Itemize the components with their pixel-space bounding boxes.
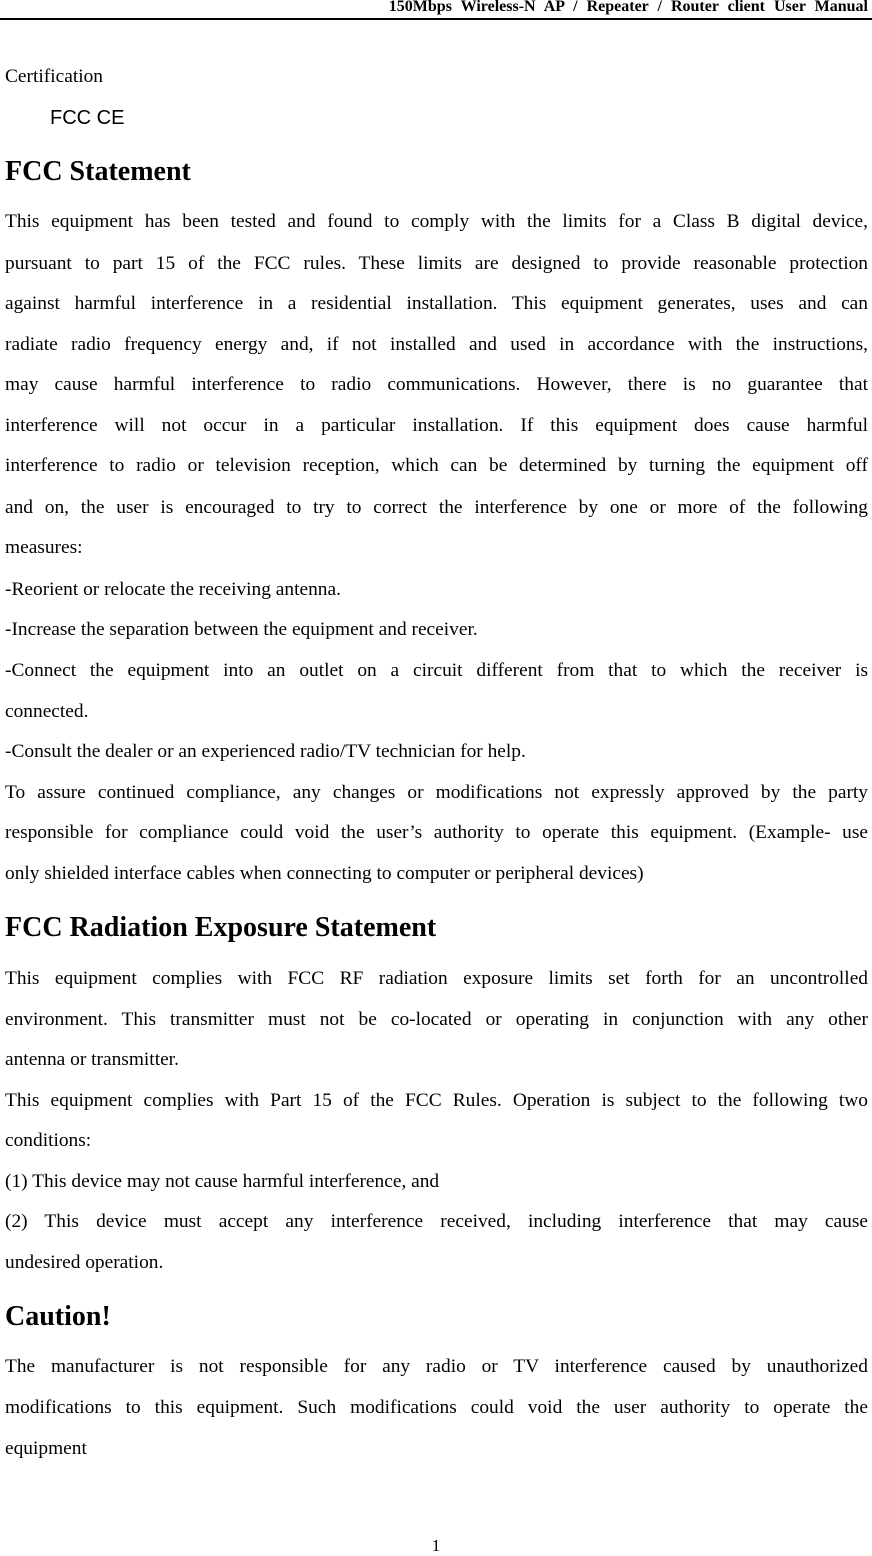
text-line: radiate radio frequency energy and, if not installed and used in accordance with the instructions, (5, 334, 868, 355)
text-line: The manufacturer is not responsible for any radio or TV interference caused by unauthorized (5, 1356, 868, 1377)
text-line: pursuant to part 15 of the FCC rules. These limits are designed to provide reasonable protection (5, 253, 868, 274)
running-header: 150Mbps Wireless-N AP / Repeater / Router client User Manual (388, 0, 868, 15)
certification-value: FCC CE (50, 107, 125, 129)
text-line: conditions: (5, 1130, 92, 1151)
certification-label: Certification (5, 66, 103, 87)
text-line: To assure continued compliance, any changes or modifications not expressly approved by the party (5, 782, 868, 803)
text-line: antenna or transmitter. (5, 1049, 179, 1070)
text-line: (2) This device must accept any interference received, including interference that may cause (5, 1211, 868, 1232)
text-line: interference will not occur in a particular installation. If this equipment does cause harmful (5, 415, 868, 436)
text-line: may cause harmful interference to radio communications. However, there is no guarantee that (5, 374, 868, 395)
text-line: This equipment has been tested and found to comply with the limits for a Class B digital device, (5, 211, 868, 232)
text-line: -Increase the separation between the equipment and receiver. (5, 619, 478, 640)
text-line: equipment (5, 1438, 87, 1459)
header-rule (0, 18, 872, 20)
text-line: This equipment complies with Part 15 of the FCC Rules. Operation is subject to the following two (5, 1090, 868, 1111)
text-line: responsible for compliance could void the user’s authority to operate this equipment. (Example- use (5, 822, 868, 843)
text-line: and on, the user is encouraged to try to correct the interference by one or more of the following (5, 497, 868, 518)
text-line: measures: (5, 537, 83, 558)
page-number: 1 (431, 1536, 441, 1555)
text-line: only shielded interface cables when connecting to computer or peripheral devices) (5, 863, 644, 884)
text-line: -Consult the dealer or an experienced radio/TV technician for help. (5, 741, 526, 762)
radiation-heading: FCC Radiation Exposure Statement (5, 912, 437, 943)
text-line: interference to radio or television reception, which can be determined by turning the equipment off (5, 455, 868, 476)
text-line: modifications to this equipment. Such modifications could void the user authority to operate the (5, 1397, 868, 1418)
text-line: connected. (5, 701, 89, 722)
text-line: This equipment complies with FCC RF radiation exposure limits set forth for an uncontrolled (5, 968, 868, 989)
caution-heading: Caution! (5, 1301, 111, 1332)
text-line: (1) This device may not cause harmful interference, and (5, 1171, 440, 1192)
text-line: environment. This transmitter must not be co-located or operating in conjunction with any other (5, 1009, 868, 1030)
text-line: undesired operation. (5, 1252, 164, 1273)
text-line: against harmful interference in a residential installation. This equipment generates, uses and can (5, 293, 868, 314)
text-line: -Connect the equipment into an outlet on a circuit different from that to which the receiver is (5, 660, 868, 681)
fcc-statement-heading: FCC Statement (5, 156, 191, 187)
text-line: -Reorient or relocate the receiving antenna. (5, 579, 341, 600)
